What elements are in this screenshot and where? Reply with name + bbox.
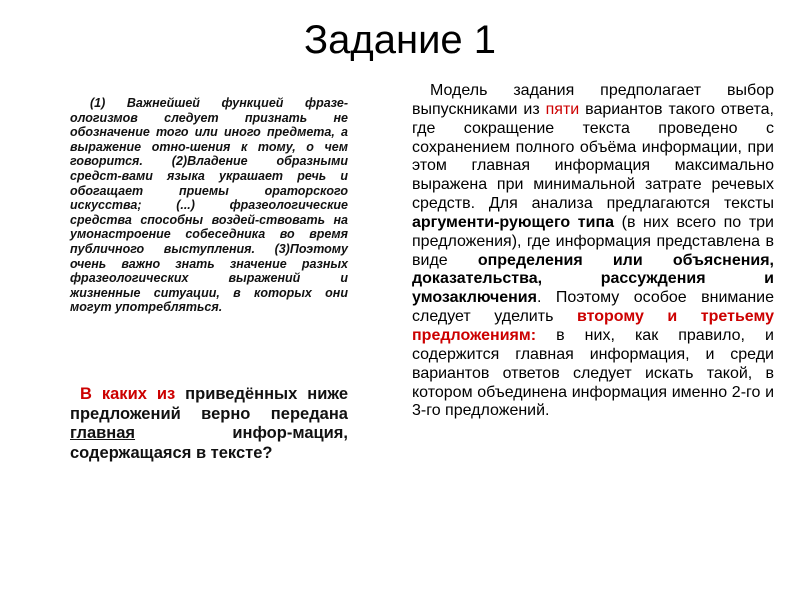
question-text-part1: приведённых ниже предложений верно передана [70, 385, 349, 423]
task-text: (1) Важнейшей функцией фразе-ологизмов следует признать не обозначение того или иного предмета, а выражение отно-шения к тому, о чем говорится. (2)Владение образными средст-вами языка украшает речь и обогащает приемы ораторского искусства; (...) фразеологические средства способны воздей-ствовать на умонастроение собеседника во время публичного выступления. (3)Поэтому очень важно знать значение разных фразеологических выражений и жизненные ситуации, в которых они могут употребляться. [70, 96, 348, 315]
explanation-block [412, 82, 774, 421]
explanation-forms-highlight: определения или объяснения, доказательства, рассуждения и умозаключения [412, 251, 774, 307]
question-word-v: В [80, 385, 92, 403]
task-text-block [70, 96, 348, 315]
explanation-part9: в них, как правило, и содержится главная информация, и среди вариантов ответов следует искать такой, в котором объединена информация именно 2-го и 3-го предложений. [412, 326, 774, 420]
slide-title: Задание 1 [303, 18, 497, 62]
explanation-five-highlight: пяти [545, 100, 580, 118]
question-text-part2: инфор-мация, содержащаяся в тексте? [70, 424, 348, 462]
task-question [70, 385, 348, 463]
explanation-part3: вариантов такого ответа, где сокращение текста проведено с сохранением полного объёма информации, при этом главная информация максимально выражена при минимальной затрате речевых средств. Для анализа предлагаются тексты [412, 100, 774, 213]
question-underlined-word: главная [70, 424, 136, 442]
explanation-part7: . Поэтому особое внимание следует уделить [412, 289, 774, 326]
explanation-part1: Модель задания предполагает выбор выпускниками из [412, 82, 774, 118]
explanation-argument-type-highlight: аргументи-рующего типа [412, 213, 615, 231]
explanation-paragraph [412, 82, 774, 421]
explanation-part5: (в них всего по три предложения), где информация представлена в виде [412, 213, 774, 269]
explanation-sentences-highlight: второму и третьему предложениям: [412, 308, 774, 344]
question-word-kakih: каких [101, 385, 147, 403]
question-word-iz: из [156, 385, 176, 403]
